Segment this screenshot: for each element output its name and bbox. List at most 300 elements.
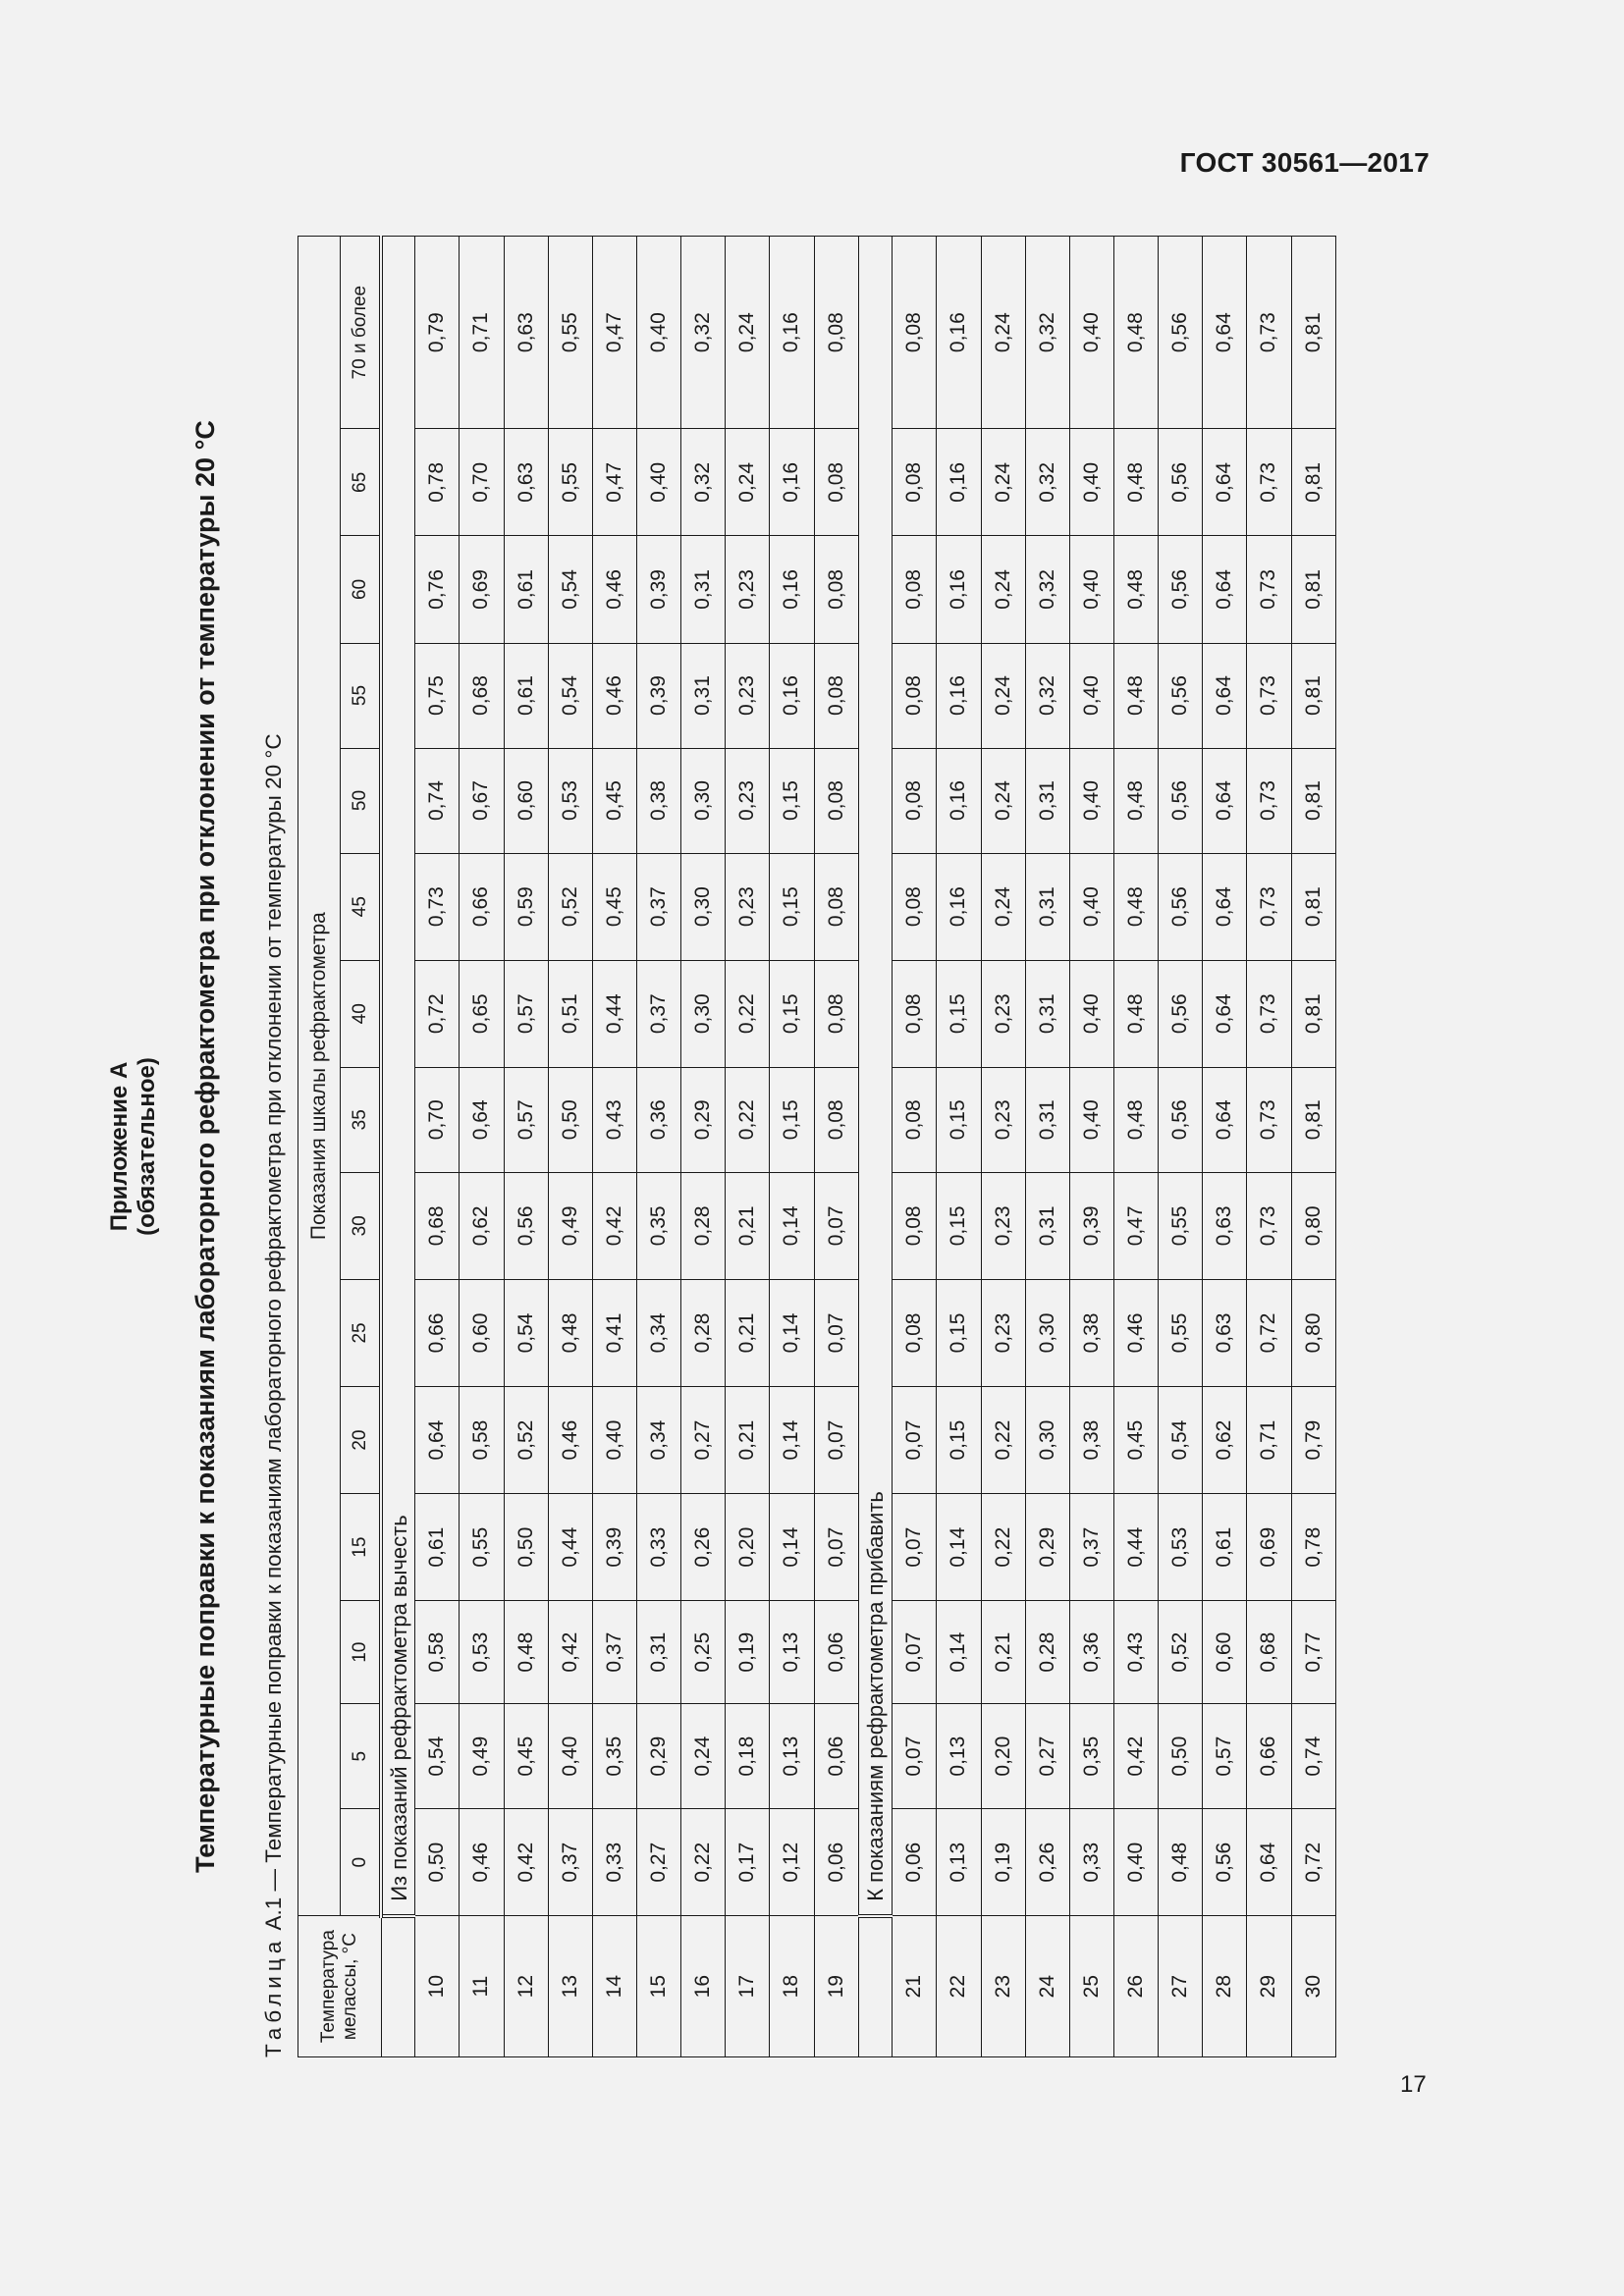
value-cell: 0,77: [1291, 1601, 1335, 1704]
value-cell: 0,13: [770, 1601, 814, 1704]
value-cell: 0,34: [636, 1279, 680, 1386]
value-cell: 0,79: [415, 237, 460, 429]
value-cell: 0,78: [1291, 1494, 1335, 1601]
value-cell: 0,24: [981, 748, 1025, 853]
value-cell: 0,42: [504, 1809, 548, 1916]
temperature-cell: 22: [937, 1916, 981, 2057]
value-cell: 0,52: [1159, 1601, 1203, 1704]
value-cell: 0,63: [1203, 1279, 1247, 1386]
table-row: [814, 237, 858, 2057]
table-caption-label: Таблица: [261, 1936, 286, 2057]
column-header-cell: 65: [340, 429, 381, 536]
table-row: [937, 237, 981, 2057]
value-cell: 0,64: [415, 1387, 460, 1494]
value-cell: 0,46: [548, 1387, 592, 1494]
value-cell: 0,34: [636, 1387, 680, 1494]
value-cell: 0,38: [1069, 1279, 1113, 1386]
value-cell: 0,54: [548, 536, 592, 643]
value-cell: 0,08: [814, 853, 858, 960]
value-cell: 0,23: [726, 748, 770, 853]
value-cell: 0,43: [1114, 1601, 1159, 1704]
value-cell: 0,32: [1025, 237, 1069, 429]
value-cell: 0,64: [1203, 536, 1247, 643]
value-cell: 0,35: [592, 1704, 636, 1809]
value-cell: 0,14: [770, 1279, 814, 1386]
value-cell: 0,66: [415, 1279, 460, 1386]
value-cell: 0,81: [1291, 853, 1335, 960]
value-cell: 0,56: [1159, 960, 1203, 1067]
value-cell: 0,07: [814, 1279, 858, 1386]
value-cell: 0,48: [1114, 429, 1159, 536]
value-cell: 0,16: [770, 536, 814, 643]
value-cell: 0,08: [814, 960, 858, 1067]
table-row: [592, 237, 636, 2057]
value-cell: 0,40: [1069, 748, 1113, 853]
value-cell: 0,54: [504, 1279, 548, 1386]
value-cell: 0,81: [1291, 960, 1335, 1067]
value-cell: 0,53: [548, 748, 592, 853]
value-cell: 0,16: [937, 237, 981, 429]
value-cell: 0,55: [548, 429, 592, 536]
value-cell: 0,40: [1069, 429, 1113, 536]
column-header-cell: 15: [340, 1494, 381, 1601]
temperature-cell: 21: [893, 1916, 937, 2057]
value-cell: 0,08: [893, 853, 937, 960]
value-cell: 0,23: [981, 960, 1025, 1067]
value-cell: 0,81: [1291, 536, 1335, 643]
value-cell: 0,40: [548, 1704, 592, 1809]
value-cell: 0,73: [415, 853, 460, 960]
value-cell: 0,37: [636, 853, 680, 960]
group-header-cell: Показания шкалы рефрактометра: [298, 237, 341, 1916]
value-cell: 0,22: [681, 1809, 726, 1916]
temperature-cell: 17: [726, 1916, 770, 2057]
value-cell: 0,45: [592, 748, 636, 853]
value-cell: 0,20: [981, 1704, 1025, 1809]
value-cell: 0,47: [592, 237, 636, 429]
row-header-cell: Температура мелассы, °С: [298, 1916, 382, 2057]
value-cell: 0,16: [937, 643, 981, 748]
value-cell: 0,16: [937, 748, 981, 853]
value-cell: 0,68: [460, 643, 504, 748]
value-cell: 0,23: [981, 1172, 1025, 1279]
value-cell: 0,52: [548, 853, 592, 960]
temperature-cell: 18: [770, 1916, 814, 2057]
value-cell: 0,57: [504, 960, 548, 1067]
section-empty-cell: [858, 1916, 893, 2057]
value-cell: 0,64: [1247, 1809, 1291, 1916]
value-cell: 0,15: [770, 960, 814, 1067]
value-cell: 0,30: [681, 960, 726, 1067]
value-cell: 0,72: [415, 960, 460, 1067]
value-cell: 0,45: [504, 1704, 548, 1809]
value-cell: 0,21: [981, 1601, 1025, 1704]
value-cell: 0,59: [504, 853, 548, 960]
value-cell: 0,40: [1114, 1809, 1159, 1916]
value-cell: 0,28: [1025, 1601, 1069, 1704]
value-cell: 0,19: [981, 1809, 1025, 1916]
temperature-cell: 29: [1247, 1916, 1291, 2057]
value-cell: 0,07: [893, 1387, 937, 1494]
value-cell: 0,14: [770, 1494, 814, 1601]
value-cell: 0,45: [592, 853, 636, 960]
column-header-cell: 70 и более: [340, 237, 381, 429]
value-cell: 0,07: [893, 1601, 937, 1704]
appendix-status: (обязательное): [134, 1057, 160, 1236]
value-cell: 0,48: [1114, 536, 1159, 643]
value-cell: 0,30: [1025, 1279, 1069, 1386]
value-cell: 0,13: [937, 1704, 981, 1809]
appendix-heading: [106, 236, 161, 2057]
value-cell: 0,18: [726, 1704, 770, 1809]
value-cell: 0,33: [1069, 1809, 1113, 1916]
section-title-row: [858, 237, 893, 2057]
value-cell: 0,46: [1114, 1279, 1159, 1386]
value-cell: 0,24: [981, 853, 1025, 960]
value-cell: 0,27: [1025, 1704, 1069, 1809]
value-cell: 0,81: [1291, 429, 1335, 536]
value-cell: 0,45: [1114, 1387, 1159, 1494]
table-row: [1203, 237, 1247, 2057]
value-cell: 0,73: [1247, 429, 1291, 536]
value-cell: 0,56: [1159, 1067, 1203, 1172]
value-cell: 0,65: [460, 960, 504, 1067]
rotated-page-content: [106, 236, 1428, 2057]
value-cell: 0,26: [1025, 1809, 1069, 1916]
column-header-cell: 55: [340, 643, 381, 748]
value-cell: 0,48: [548, 1279, 592, 1386]
value-cell: 0,08: [893, 1279, 937, 1386]
value-cell: 0,06: [814, 1809, 858, 1916]
value-cell: 0,81: [1291, 748, 1335, 853]
column-header-cell: 45: [340, 853, 381, 960]
value-cell: 0,25: [681, 1601, 726, 1704]
value-cell: 0,08: [814, 237, 858, 429]
value-cell: 0,73: [1247, 1067, 1291, 1172]
value-cell: 0,40: [1069, 237, 1113, 429]
table-row: [1069, 237, 1113, 2057]
value-cell: 0,24: [981, 536, 1025, 643]
temperature-cell: 15: [636, 1916, 680, 2057]
correction-table: [298, 236, 1336, 2057]
value-cell: 0,13: [770, 1704, 814, 1809]
value-cell: 0,30: [681, 853, 726, 960]
value-cell: 0,31: [681, 536, 726, 643]
value-cell: 0,16: [937, 429, 981, 536]
value-cell: 0,28: [681, 1279, 726, 1386]
value-cell: 0,75: [415, 643, 460, 748]
value-cell: 0,50: [548, 1067, 592, 1172]
value-cell: 0,29: [636, 1704, 680, 1809]
value-cell: 0,24: [981, 643, 1025, 748]
value-cell: 0,08: [814, 643, 858, 748]
value-cell: 0,21: [726, 1279, 770, 1386]
value-cell: 0,64: [1203, 429, 1247, 536]
column-header-cell: 0: [340, 1809, 381, 1916]
value-cell: 0,73: [1247, 960, 1291, 1067]
value-cell: 0,48: [1114, 853, 1159, 960]
value-cell: 0,48: [1114, 643, 1159, 748]
value-cell: 0,64: [1203, 748, 1247, 853]
temperature-cell: 23: [981, 1916, 1025, 2057]
column-header-cell: 50: [340, 748, 381, 853]
value-cell: 0,06: [814, 1601, 858, 1704]
value-cell: 0,14: [937, 1494, 981, 1601]
value-cell: 0,70: [415, 1067, 460, 1172]
value-cell: 0,08: [893, 1067, 937, 1172]
value-cell: 0,80: [1291, 1279, 1335, 1386]
value-cell: 0,48: [1114, 1067, 1159, 1172]
value-cell: 0,08: [814, 536, 858, 643]
value-cell: 0,24: [681, 1704, 726, 1809]
value-cell: 0,54: [415, 1704, 460, 1809]
temperature-cell: 19: [814, 1916, 858, 2057]
value-cell: 0,71: [460, 237, 504, 429]
value-cell: 0,64: [1203, 237, 1247, 429]
value-cell: 0,23: [726, 536, 770, 643]
value-cell: 0,42: [1114, 1704, 1159, 1809]
table-caption: [261, 733, 287, 2057]
value-cell: 0,38: [636, 748, 680, 853]
column-header-cell: 30: [340, 1172, 381, 1279]
table-row: [726, 237, 770, 2057]
temperature-cell: 27: [1159, 1916, 1203, 2057]
column-header-cell: 5: [340, 1704, 381, 1809]
value-cell: 0,39: [1069, 1172, 1113, 1279]
value-cell: 0,42: [592, 1172, 636, 1279]
column-header-cell: 35: [340, 1067, 381, 1172]
temperature-cell: 11: [460, 1916, 504, 2057]
value-cell: 0,40: [1069, 643, 1113, 748]
value-cell: 0,63: [1203, 1172, 1247, 1279]
column-header-cell: 25: [340, 1279, 381, 1386]
value-cell: 0,38: [1069, 1387, 1113, 1494]
value-cell: 0,40: [1069, 536, 1113, 643]
value-cell: 0,40: [636, 429, 680, 536]
value-cell: 0,56: [504, 1172, 548, 1279]
value-cell: 0,41: [592, 1279, 636, 1386]
value-cell: 0,40: [636, 237, 680, 429]
value-cell: 0,64: [460, 1067, 504, 1172]
section-title-cell: К показаниям рефрактометра прибавить: [858, 237, 893, 1916]
value-cell: 0,50: [415, 1809, 460, 1916]
column-header-cell: 60: [340, 536, 381, 643]
value-cell: 0,73: [1247, 536, 1291, 643]
value-cell: 0,28: [681, 1172, 726, 1279]
value-cell: 0,07: [814, 1494, 858, 1601]
value-cell: 0,40: [1069, 960, 1113, 1067]
value-cell: 0,31: [1025, 853, 1069, 960]
value-cell: 0,08: [814, 748, 858, 853]
value-cell: 0,71: [1247, 1387, 1291, 1494]
value-cell: 0,32: [1025, 643, 1069, 748]
value-cell: 0,08: [893, 748, 937, 853]
value-cell: 0,64: [1203, 1067, 1247, 1172]
value-cell: 0,74: [415, 748, 460, 853]
value-cell: 0,15: [937, 1172, 981, 1279]
value-cell: 0,08: [893, 536, 937, 643]
value-cell: 0,37: [548, 1809, 592, 1916]
value-cell: 0,55: [1159, 1172, 1203, 1279]
value-cell: 0,53: [1159, 1494, 1203, 1601]
table-heading: Температурные поправки к показаниям лабораторного рефрактометра при отклонении от температуры 20 °С: [190, 420, 220, 1873]
value-cell: 0,31: [1025, 748, 1069, 853]
table-row: [636, 237, 680, 2057]
value-cell: 0,08: [893, 1172, 937, 1279]
value-cell: 0,55: [548, 237, 592, 429]
value-cell: 0,72: [1247, 1279, 1291, 1386]
value-cell: 0,67: [460, 748, 504, 853]
value-cell: 0,31: [636, 1601, 680, 1704]
value-cell: 0,62: [460, 1172, 504, 1279]
value-cell: 0,47: [1114, 1172, 1159, 1279]
value-cell: 0,13: [937, 1809, 981, 1916]
value-cell: 0,31: [1025, 1172, 1069, 1279]
value-cell: 0,49: [460, 1704, 504, 1809]
page-number: 17: [1400, 2071, 1427, 2098]
value-cell: 0,56: [1203, 1809, 1247, 1916]
value-cell: 0,22: [981, 1387, 1025, 1494]
value-cell: 0,16: [770, 429, 814, 536]
value-cell: 0,48: [1114, 960, 1159, 1067]
value-cell: 0,15: [770, 853, 814, 960]
temperature-cell: 28: [1203, 1916, 1247, 2057]
table-row: [1291, 237, 1335, 2057]
table-row: [415, 237, 460, 2057]
value-cell: 0,61: [504, 536, 548, 643]
value-cell: 0,14: [770, 1172, 814, 1279]
value-cell: 0,68: [415, 1172, 460, 1279]
temperature-cell: 13: [548, 1916, 592, 2057]
table-row: [504, 237, 548, 2057]
value-cell: 0,15: [937, 1387, 981, 1494]
value-cell: 0,14: [937, 1601, 981, 1704]
value-cell: 0,61: [415, 1494, 460, 1601]
value-cell: 0,72: [1291, 1809, 1335, 1916]
value-cell: 0,24: [981, 429, 1025, 536]
value-cell: 0,81: [1291, 1067, 1335, 1172]
value-cell: 0,15: [937, 1279, 981, 1386]
value-cell: 0,26: [681, 1494, 726, 1601]
value-cell: 0,39: [592, 1494, 636, 1601]
value-cell: 0,60: [460, 1279, 504, 1386]
temperature-cell: 26: [1114, 1916, 1159, 2057]
value-cell: 0,43: [592, 1067, 636, 1172]
value-cell: 0,23: [981, 1279, 1025, 1386]
value-cell: 0,31: [1025, 1067, 1069, 1172]
temperature-cell: 24: [1025, 1916, 1069, 2057]
section-title-cell: Из показаний рефрактометра вычесть: [381, 237, 415, 1916]
appendix-title: Приложение А: [106, 1061, 133, 1232]
value-cell: 0,14: [770, 1387, 814, 1494]
value-cell: 0,15: [937, 960, 981, 1067]
value-cell: 0,15: [937, 1067, 981, 1172]
value-cell: 0,80: [1291, 1172, 1335, 1279]
value-cell: 0,35: [1069, 1704, 1113, 1809]
value-cell: 0,57: [1203, 1704, 1247, 1809]
value-cell: 0,32: [681, 429, 726, 536]
table-row: [681, 237, 726, 2057]
value-cell: 0,33: [636, 1494, 680, 1601]
value-cell: 0,08: [814, 429, 858, 536]
value-cell: 0,23: [726, 643, 770, 748]
header-row-group: [298, 237, 341, 2057]
value-cell: 0,31: [1025, 960, 1069, 1067]
value-cell: 0,70: [460, 429, 504, 536]
section-title-row: [381, 237, 415, 2057]
table-row: [770, 237, 814, 2057]
value-cell: 0,21: [726, 1172, 770, 1279]
table-row: [1159, 237, 1203, 2057]
value-cell: 0,15: [770, 1067, 814, 1172]
value-cell: 0,57: [504, 1067, 548, 1172]
value-cell: 0,78: [415, 429, 460, 536]
value-cell: 0,22: [981, 1494, 1025, 1601]
value-cell: 0,55: [1159, 1279, 1203, 1386]
value-cell: 0,56: [1159, 429, 1203, 536]
value-cell: 0,51: [548, 960, 592, 1067]
value-cell: 0,17: [726, 1809, 770, 1916]
value-cell: 0,32: [1025, 429, 1069, 536]
value-cell: 0,29: [681, 1067, 726, 1172]
value-cell: 0,40: [592, 1387, 636, 1494]
value-cell: 0,48: [1159, 1809, 1203, 1916]
temperature-cell: 14: [592, 1916, 636, 2057]
value-cell: 0,60: [1203, 1601, 1247, 1704]
value-cell: 0,36: [1069, 1601, 1113, 1704]
value-cell: 0,23: [981, 1067, 1025, 1172]
value-cell: 0,74: [1291, 1704, 1335, 1809]
document-code: ГОСТ 30561—2017: [1179, 147, 1430, 178]
value-cell: 0,79: [1291, 1387, 1335, 1494]
header-row-columns: [340, 237, 381, 2057]
value-cell: 0,19: [726, 1601, 770, 1704]
value-cell: 0,58: [415, 1601, 460, 1704]
table-row: [981, 237, 1025, 2057]
value-cell: 0,61: [1203, 1494, 1247, 1601]
value-cell: 0,08: [893, 960, 937, 1067]
value-cell: 0,54: [548, 643, 592, 748]
value-cell: 0,20: [726, 1494, 770, 1601]
value-cell: 0,24: [981, 237, 1025, 429]
value-cell: 0,48: [504, 1601, 548, 1704]
temperature-cell: 10: [415, 1916, 460, 2057]
value-cell: 0,53: [460, 1601, 504, 1704]
value-cell: 0,56: [1159, 853, 1203, 960]
value-cell: 0,56: [1159, 748, 1203, 853]
value-cell: 0,52: [504, 1387, 548, 1494]
value-cell: 0,56: [1159, 237, 1203, 429]
temperature-cell: 25: [1069, 1916, 1113, 2057]
value-cell: 0,40: [1069, 853, 1113, 960]
value-cell: 0,07: [893, 1494, 937, 1601]
value-cell: 0,62: [1203, 1387, 1247, 1494]
value-cell: 0,49: [548, 1172, 592, 1279]
value-cell: 0,16: [937, 853, 981, 960]
value-cell: 0,06: [814, 1704, 858, 1809]
value-cell: 0,30: [1025, 1387, 1069, 1494]
table-row: [460, 237, 504, 2057]
table-row: [893, 237, 937, 2057]
value-cell: 0,55: [460, 1494, 504, 1601]
value-cell: 0,46: [592, 643, 636, 748]
value-cell: 0,47: [592, 429, 636, 536]
value-cell: 0,76: [415, 536, 460, 643]
value-cell: 0,64: [1203, 960, 1247, 1067]
value-cell: 0,69: [460, 536, 504, 643]
value-cell: 0,73: [1247, 643, 1291, 748]
value-cell: 0,81: [1291, 643, 1335, 748]
